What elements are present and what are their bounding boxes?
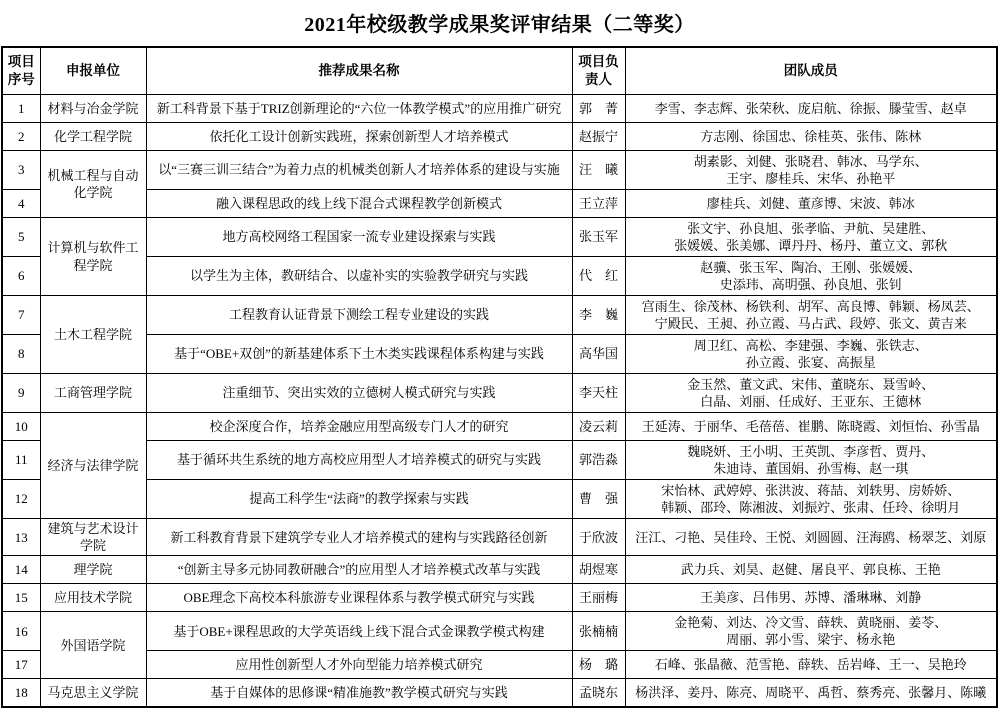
- members-cell: [625, 190, 997, 218]
- page-title: 2021年校级教学成果奖评审结果（二等奖）: [304, 14, 695, 36]
- unit-cell: 经济与法律学院: [40, 413, 146, 519]
- table-row: [2, 218, 997, 257]
- project-number-cell: 1: [2, 95, 40, 123]
- project-number-cell: 5: [2, 218, 40, 257]
- achievement-title-cell: 以“三赛三训三结合”为着力点的机械类创新人才培养体系的建设与实施: [146, 151, 572, 190]
- project-number-cell: 9: [2, 374, 40, 413]
- leader-cell: 张玉军: [572, 218, 625, 257]
- leader-cell: 杨 璐: [572, 651, 625, 679]
- project-number-cell: 17: [2, 651, 40, 679]
- achievement-title-cell: 注重细节、突出实效的立德树人模式研究与实践: [146, 374, 572, 413]
- unit-cell: 马克思主义学院: [40, 679, 146, 708]
- members-cell: [625, 257, 997, 296]
- leader-cell: 郭浩淼: [572, 441, 625, 480]
- achievement-title-cell: 应用性创新型人才外向型能力培养模式研究: [146, 651, 572, 679]
- project-number-cell: 2: [2, 123, 40, 151]
- table-header-row: [2, 47, 997, 95]
- unit-cell: 土木工程学院: [40, 296, 146, 374]
- project-number-cell: 6: [2, 257, 40, 296]
- members-cell: [625, 335, 997, 374]
- members-line: 朱迪诗、董国娟、孙雪梅、赵一琪: [713, 461, 909, 476]
- table-row: [2, 374, 997, 413]
- unit-cell: 机械工程与自动化学院: [40, 151, 146, 218]
- table-row: [2, 123, 997, 151]
- members-line: 石峰、张晶薇、范雪艳、薛轶、岳岩峰、王一、吴艳玲: [654, 657, 967, 673]
- achievement-title-cell: 工程教育认证背景下测绘工程专业建设的实践: [146, 296, 572, 335]
- members-cell: [625, 584, 997, 612]
- achievement-title-cell: OBE理念下高校本科旅游专业课程体系与教学模式研究与实践: [146, 584, 572, 612]
- project-number-cell: 15: [2, 584, 40, 612]
- members-cell: [625, 151, 997, 190]
- members-line: 廖桂兵、刘健、董彦博、宋波、韩冰: [706, 195, 915, 211]
- table-row: [2, 480, 997, 519]
- achievement-title-cell: 依托化工设计创新实践班，探索创新型人才培养模式: [146, 123, 572, 151]
- leader-cell: 胡煜寒: [572, 556, 625, 584]
- members-line: 白晶、刘丽、任成好、王亚东、王德林: [700, 394, 922, 409]
- table-row: [2, 151, 997, 190]
- unit-cell: 应用技术学院: [40, 584, 146, 612]
- achievement-title-cell: 以学生为主体，教研结合、以虚补实的实验教学研究与实践: [146, 257, 572, 296]
- table-row: [2, 441, 997, 480]
- members-line: 武力兵、刘昊、赵健、屠良平、郭良栋、王艳: [680, 562, 941, 578]
- leader-cell: 王立萍: [572, 190, 625, 218]
- table-row: [2, 556, 997, 584]
- achievement-title-cell: “创新主导多元协同教研融合”的应用型人才培养模式改革与实践: [146, 556, 572, 584]
- unit-cell: 建筑与艺术设计学院: [40, 519, 146, 556]
- members-line: 周丽、郭小雪、梁宇、杨永艳: [726, 632, 896, 648]
- members-cell: [625, 519, 997, 556]
- members-cell: [625, 413, 997, 441]
- table-row: [2, 612, 997, 651]
- leader-cell: 李 巍: [572, 296, 625, 335]
- project-number-cell: 11: [2, 441, 40, 480]
- members-cell: [625, 296, 997, 335]
- unit-cell: 化学工程学院: [40, 123, 146, 151]
- members-line: 魏晓妍、王小明、王英凯、李彦哲、贾丹、: [687, 443, 935, 459]
- project-number-cell: 3: [2, 151, 40, 190]
- project-number-cell: 18: [2, 679, 40, 708]
- project-number-cell: 10: [2, 413, 40, 441]
- results-table: [1, 46, 998, 708]
- members-line: 王美彦、吕伟男、苏博、潘琳琳、刘静: [700, 590, 922, 606]
- table-row: [2, 335, 997, 374]
- leader-cell: 代 红: [572, 257, 625, 296]
- leader-cell: 于欣波: [572, 519, 625, 556]
- leader-cell: 孟晓东: [572, 679, 625, 708]
- members-cell: [625, 123, 997, 151]
- table-row: [2, 519, 997, 556]
- members-line: 孙立霞、张宴、高振星: [745, 355, 876, 370]
- table-row: [2, 257, 997, 296]
- members-cell: [625, 480, 997, 519]
- members-line: 赵骥、张玉军、陶冶、王刚、张媛媛、: [700, 259, 922, 275]
- leader-cell: 高华国: [572, 335, 625, 374]
- results-table-body: [2, 95, 997, 708]
- leader-cell: 赵振宁: [572, 123, 625, 151]
- project-number-cell: 14: [2, 556, 40, 584]
- unit-cell: 材料与冶金学院: [40, 95, 146, 123]
- project-number-cell: 12: [2, 480, 40, 519]
- unit-cell: 工商管理学院: [40, 374, 146, 413]
- members-cell: [625, 651, 997, 679]
- members-line: 金艳菊、刘达、冷文雪、薛轶、黄晓丽、姜苓、: [674, 615, 948, 631]
- achievement-title-cell: 基于“OBE+双创”的新基建体系下土木类实践课程体系构建与实践: [146, 335, 572, 374]
- members-line: 王宇、廖桂兵、宋华、孙艳平: [726, 171, 896, 186]
- leader-cell: 郭 菁: [572, 95, 625, 123]
- achievement-title-cell: 校企深度合作，培养金融应用型高级专门人才的研究: [146, 413, 572, 441]
- members-cell: [625, 441, 997, 480]
- project-number-cell: 8: [2, 335, 40, 374]
- achievement-title-cell: 提高工科学生“法商”的教学探索与实践: [146, 480, 572, 519]
- project-number-cell: 7: [2, 296, 40, 335]
- header-achievement-title: 推荐成果名称: [146, 47, 572, 95]
- members-line: 张媛媛、张美娜、谭丹丹、杨丹、董立文、郭秋: [674, 238, 948, 253]
- members-line: 李雪、李志辉、张荣秋、庞启航、徐振、滕莹雪、赵卓: [654, 100, 967, 116]
- leader-cell: 王丽梅: [572, 584, 625, 612]
- achievement-title-cell: 基于循环共生系统的地方高校应用型人才培养模式的研究与实践: [146, 441, 572, 480]
- table-row: [2, 413, 997, 441]
- project-number-cell: 16: [2, 612, 40, 651]
- members-line: 胡素影、刘健、张晓君、韩冰、马学东、: [693, 153, 928, 169]
- members-line: 王延涛、于丽华、毛蓓蓓、崔鹏、陈晓霞、刘恒怡、孙雪晶: [641, 418, 980, 434]
- members-cell: [625, 556, 997, 584]
- members-line: 方志刚、徐国忠、徐桂英、张伟、陈林: [700, 128, 922, 144]
- table-row: [2, 296, 997, 335]
- project-number-cell: 4: [2, 190, 40, 218]
- members-cell: [625, 218, 997, 257]
- header-project-number: 项目序号: [2, 47, 40, 95]
- table-row: [2, 95, 997, 123]
- members-cell: [625, 374, 997, 413]
- table-row: [2, 679, 997, 708]
- members-line: 金玉然、董文武、宋伟、董晓东、聂雪岭、: [687, 376, 935, 392]
- header-unit: 申报单位: [40, 47, 146, 95]
- members-line: 汪江、刁艳、吴佳玲、王悦、刘圆圆、汪海鸥、杨翠芝、刘原: [635, 529, 987, 545]
- leader-cell: 曹 强: [572, 480, 625, 519]
- members-cell: [625, 95, 997, 123]
- leader-cell: 凌云莉: [572, 413, 625, 441]
- members-line: 宋怡林、武婷婷、张洪波、蒋喆、刘轶男、房娇娇、: [661, 482, 961, 498]
- leader-cell: 李天柱: [572, 374, 625, 413]
- unit-cell: 计算机与软件工程学院: [40, 218, 146, 296]
- members-line: 宁殿民、王昶、孙立霞、马占武、段婷、张文、黄吉来: [654, 316, 967, 331]
- project-number-cell: 13: [2, 519, 40, 556]
- members-cell: [625, 679, 997, 708]
- members-line: 韩颖、邵玲、陈湘波、刘振竚、张肃、任玲、徐明月: [661, 500, 961, 515]
- leader-cell: 汪 曦: [572, 151, 625, 190]
- leader-cell: 张楠楠: [572, 612, 625, 651]
- header-leader: 项目负责人: [572, 47, 625, 95]
- achievement-title-cell: 基于OBE+课程思政的大学英语线上线下混合式金课教学模式构建: [146, 612, 572, 651]
- members-line: 史添玮、高明强、孙良旭、张钊: [719, 277, 902, 292]
- members-line: 周卫红、高松、李建强、李巍、张铁志、: [693, 337, 928, 353]
- achievement-title-cell: 基于自媒体的思修课“精准施教”教学模式研究与实践: [146, 679, 572, 708]
- table-row: [2, 651, 997, 679]
- achievement-title-cell: 新工科背景下基于TRIZ创新理论的“六位一体教学模式”的应用推广研究: [146, 95, 572, 123]
- members-line: 杨洪泽、姜丹、陈亮、周晓平、禹哲、蔡秀亮、张馨月、陈曦: [635, 685, 987, 701]
- achievement-title-cell: 融入课程思政的线上线下混合式课程教学创新模式: [146, 190, 572, 218]
- unit-cell: 外国语学院: [40, 612, 146, 679]
- unit-cell: 理学院: [40, 556, 146, 584]
- members-line: 宫雨生、徐茂林、杨铁利、胡军、高良博、韩颖、杨凤芸、: [641, 298, 980, 314]
- header-team-members: 团队成员: [625, 47, 997, 95]
- achievement-title-cell: 新工科教育背景下建筑学专业人才培养模式的建构与实践路径创新: [146, 519, 572, 556]
- achievement-title-cell: 地方高校网络工程国家一流专业建设探索与实践: [146, 218, 572, 257]
- members-cell: [625, 612, 997, 651]
- members-line: 张文宇、孙良旭、张孝临、尹航、吴建胜、: [687, 220, 935, 236]
- table-row: [2, 190, 997, 218]
- table-row: [2, 584, 997, 612]
